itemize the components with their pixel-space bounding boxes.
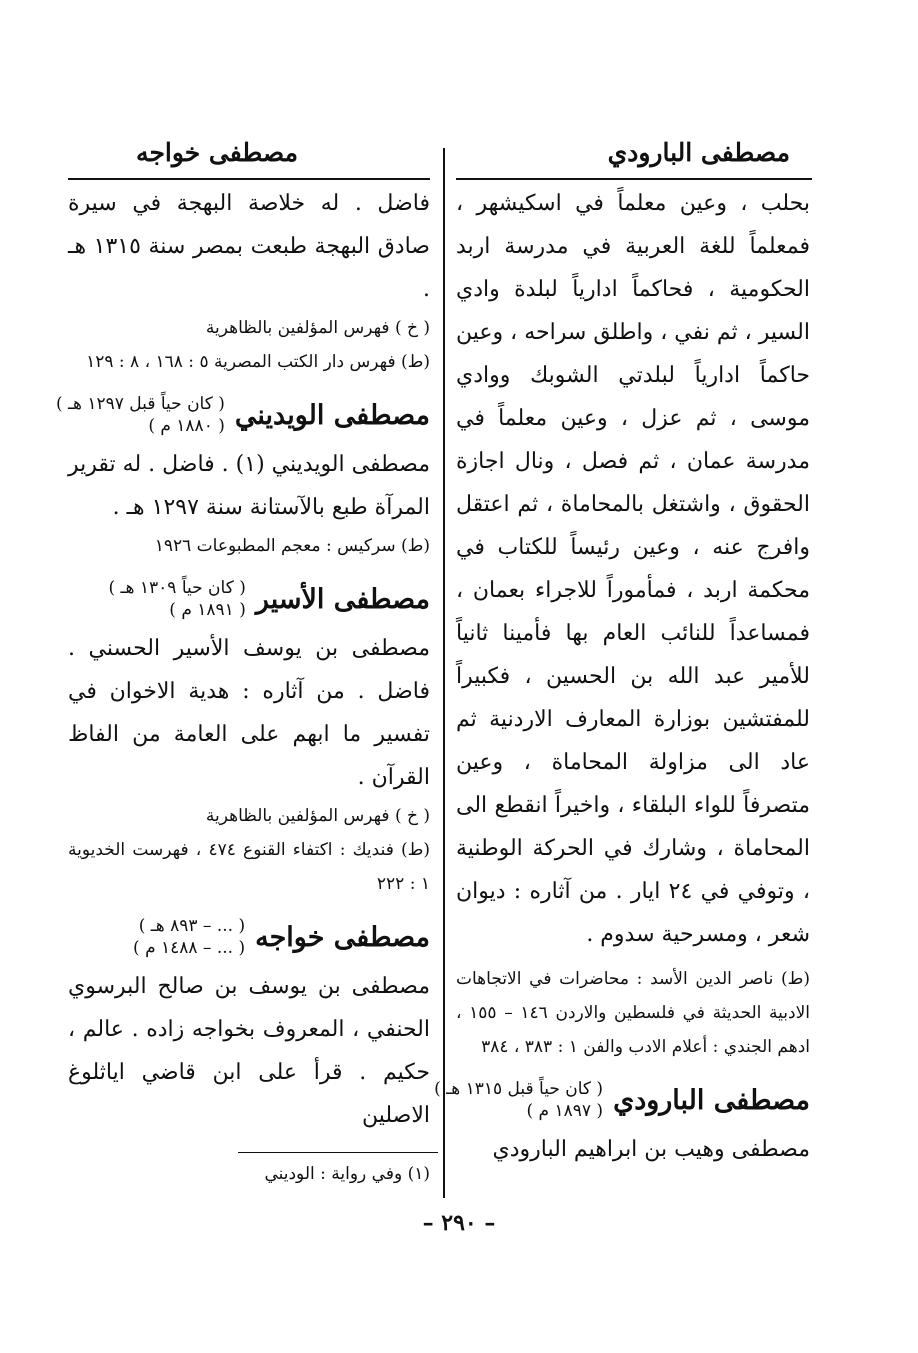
entry-text: مصطفى الويديني (١) . فاضل . له تقرير المرآة طبع بالآستانة سنة ١٢٩٧ هـ .	[68, 452, 430, 520]
date-gregorian: ( ١٨٩٧ م )	[526, 1101, 604, 1121]
source-citation: (ط) فهرس دار الكتب المصرية ٥ : ١٦٨ ، ٨ : ١٢٩	[86, 352, 430, 372]
right-column	[434, 182, 811, 1171]
entry-name: مصطفى الأسير	[255, 583, 430, 615]
date-hijri: ( كان حياً قبل ١٢٩٧ هـ )	[55, 394, 225, 414]
entry-text: مصطفى بن يوسف الأسير الحسني . فاضل . من آثاره : هدية الاخوان في تفسير ما ابهم على العامة من الفاظ القرآن .	[68, 636, 430, 790]
source-citation: ( خ ) فهرس المؤلفين بالظاهرية	[205, 806, 430, 826]
header-rule-left	[68, 178, 430, 180]
footnote-rule	[238, 1152, 438, 1153]
entry-heading	[434, 1078, 810, 1122]
left-column	[55, 182, 431, 1137]
entry-name: مصطفى خواجه	[255, 921, 430, 953]
source-citation: (ط) فنديك : اكتفاء القنوع ٤٧٤ ، فهرست الخديوية ١ : ٢٢٢	[68, 840, 431, 894]
biography-paragraph: بحلب ، وعين معلماً في اسكيشهر ، فمعلماً للغة العربية في مدرسة اربد الحكومية ، فحاكماً ادارياً لبلدة وادي السير ، ثم نفي ، واطلق سراحه ، وعين حاكماً ادارياً لبلدتي الشوبك ووادي موسى ، ثم عزل ، وعين معلماً في مدرسة عمان ، ثم فصل ، ونال اجازة الحقوق ، واشتغل بالمحاماة ، ثم اعتقل وافرج عنه ، وعين رئيساً للكتاب في محكمة اربد ، فمأموراً للاجراء بعمان ، فمساعداً للنائب العام بها فأمينا ثانياً للأمير عبد الله بن الحسين ، فكبيراً للمفتشين بوزارة المعارف الاردنية ثم عاد الى مزاولة المحاماة ، وعين متصرفاً للواء البلقاء ، واخيراً انقطع الى المحاماة ، وشارك في الحركة الوطنية ، وتوفي في ٢٤ ايار . من آثاره : ديوان شعر ، ومسرحية سدوم .	[456, 191, 810, 947]
entry-name: مصطفى البارودي	[613, 1084, 810, 1116]
source-citation: ( خ ) فهرس المؤلفين بالظاهرية	[205, 318, 430, 338]
entry-text: مصطفى بن يوسف بن صالح البرسوي الحنفي ، المعروف بخواجه زاده . عالم ، حكيم . قرأ على ابن قاضي اياثلوغ الاصلين	[68, 974, 430, 1128]
running-head-right: مصطفى البارودي	[607, 138, 790, 167]
source-citation: (ط) سركيس : معجم المطبوعات ١٩٢٦	[154, 536, 430, 556]
entry-heading	[68, 915, 430, 959]
date-hijri: ( ... – ٨٩٣ هـ )	[138, 916, 246, 936]
entry-name: مصطفى الويديني	[234, 399, 430, 431]
source-citation: (ط) ناصر الدين الأسد : محاضرات في الاتجاهات الادبية الحديثة في فلسطين والاردن ١٤٦ – ١٥٥ ، ادهم الجندي : أعلام الادب والفن ١ : ٣٨٣ ، ٣٨٤	[456, 969, 811, 1057]
date-hijri: ( كان حياً ١٣٠٩ هـ )	[108, 578, 246, 598]
footnote: (١) وفي رواية : الوديني	[264, 1164, 430, 1184]
entry-dates	[109, 577, 246, 621]
date-gregorian: ( ١٨٩١ م )	[169, 600, 246, 620]
page-number: – ٢٩٠ –	[422, 1210, 496, 1236]
date-hijri: ( كان حياً قبل ١٣١٥ هـ )	[434, 1079, 604, 1099]
entry-heading	[55, 393, 430, 437]
entry-heading	[68, 577, 430, 621]
entry-dates	[434, 1078, 603, 1122]
date-gregorian: ( ١٨٨٠ م )	[148, 416, 225, 436]
date-gregorian: ( ... – ١٤٨٨ م )	[133, 938, 246, 958]
entry-dates	[133, 915, 245, 959]
biography-paragraph: فاضل . له خلاصة البهجة في سيرة صادق البهجة طبعت بمصر سنة ١٣١٥ هـ .	[68, 191, 430, 302]
entry-dates	[56, 393, 225, 437]
column-divider	[443, 148, 445, 1198]
running-head-left: مصطفى خواجه	[136, 138, 298, 167]
header-rule-right	[456, 178, 812, 180]
entry-text: مصطفى وهيب بن ابراهيم البارودي	[492, 1137, 810, 1162]
